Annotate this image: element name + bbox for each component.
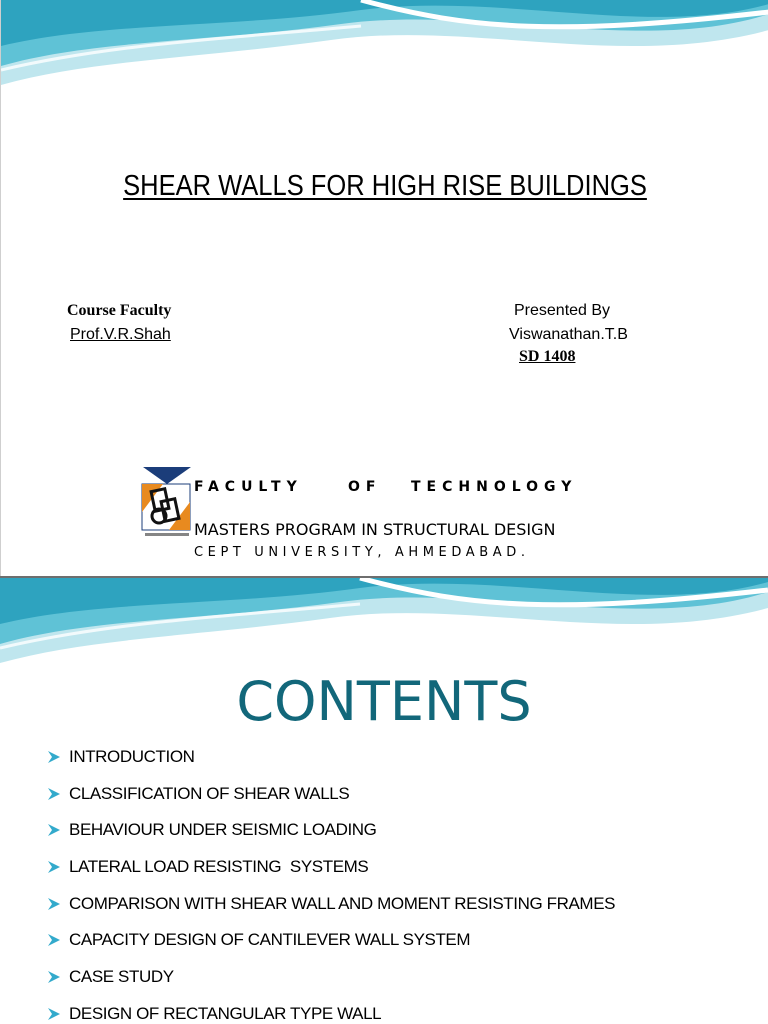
arrow-bullet-icon: [47, 970, 61, 984]
list-item-label: CLASSIFICATION OF SHEAR WALLS: [69, 783, 350, 803]
course-faculty-label: Course Faculty: [67, 302, 172, 319]
list-item: [0, 854, 768, 891]
faculty-name: Prof.V.R.Shah: [70, 326, 171, 343]
list-item-label: BEHAVIOUR UNDER SEISMIC LOADING: [69, 820, 377, 840]
header-wave-graphic: [0, 578, 768, 668]
university-name: CEPT UNIVERSITY, AHMEDABAD.: [194, 545, 530, 560]
presentation-title: SHEAR WALLS FOR HIGH RISE BUILDINGS: [123, 170, 647, 202]
arrow-bullet-icon: [47, 933, 61, 947]
arrow-bullet-icon: [47, 897, 61, 911]
arrow-bullet-icon: [47, 860, 61, 874]
contents-list: [0, 744, 768, 1024]
list-item: [0, 964, 768, 1001]
list-item: [0, 927, 768, 964]
list-item: [0, 891, 768, 928]
faculty-of-label: FACULTY: [194, 479, 303, 495]
presented-by-label: Presented By: [514, 302, 611, 319]
list-item: [0, 781, 768, 818]
cept-university-logo: [141, 466, 193, 542]
list-item-label: LATERAL LOAD RESISTING SYSTEMS: [69, 857, 369, 877]
list-item-label: CAPACITY DESIGN OF CANTILEVER WALL SYSTEM: [69, 930, 471, 950]
arrow-bullet-icon: [47, 823, 61, 837]
presenter-id: SD 1408: [519, 348, 576, 365]
list-item: [0, 1001, 768, 1024]
presenter-name: Viswanathan.T.B: [509, 326, 628, 343]
of-label: OF: [348, 479, 382, 495]
arrow-bullet-icon: [47, 787, 61, 801]
program-name: MASTERS PROGRAM IN STRUCTURAL DESIGN: [194, 520, 556, 539]
list-item-label: COMPARISON WITH SHEAR WALL AND MOMENT RESISTING FRAMES: [69, 893, 616, 913]
header-wave-graphic: [1, 0, 768, 90]
contents-heading: CONTENTS: [236, 670, 532, 733]
list-item: [0, 817, 768, 854]
list-item-label: CASE STUDY: [69, 967, 174, 987]
list-item-label: INTRODUCTION: [69, 747, 195, 766]
list-item-label: DESIGN OF RECTANGULAR TYPE WALL: [69, 1003, 382, 1023]
contents-slide: [0, 576, 768, 1024]
list-item: [0, 744, 768, 781]
arrow-bullet-icon: [47, 1007, 61, 1021]
arrow-bullet-icon: [47, 750, 61, 764]
technology-label: TECHNOLOGY: [411, 479, 578, 495]
